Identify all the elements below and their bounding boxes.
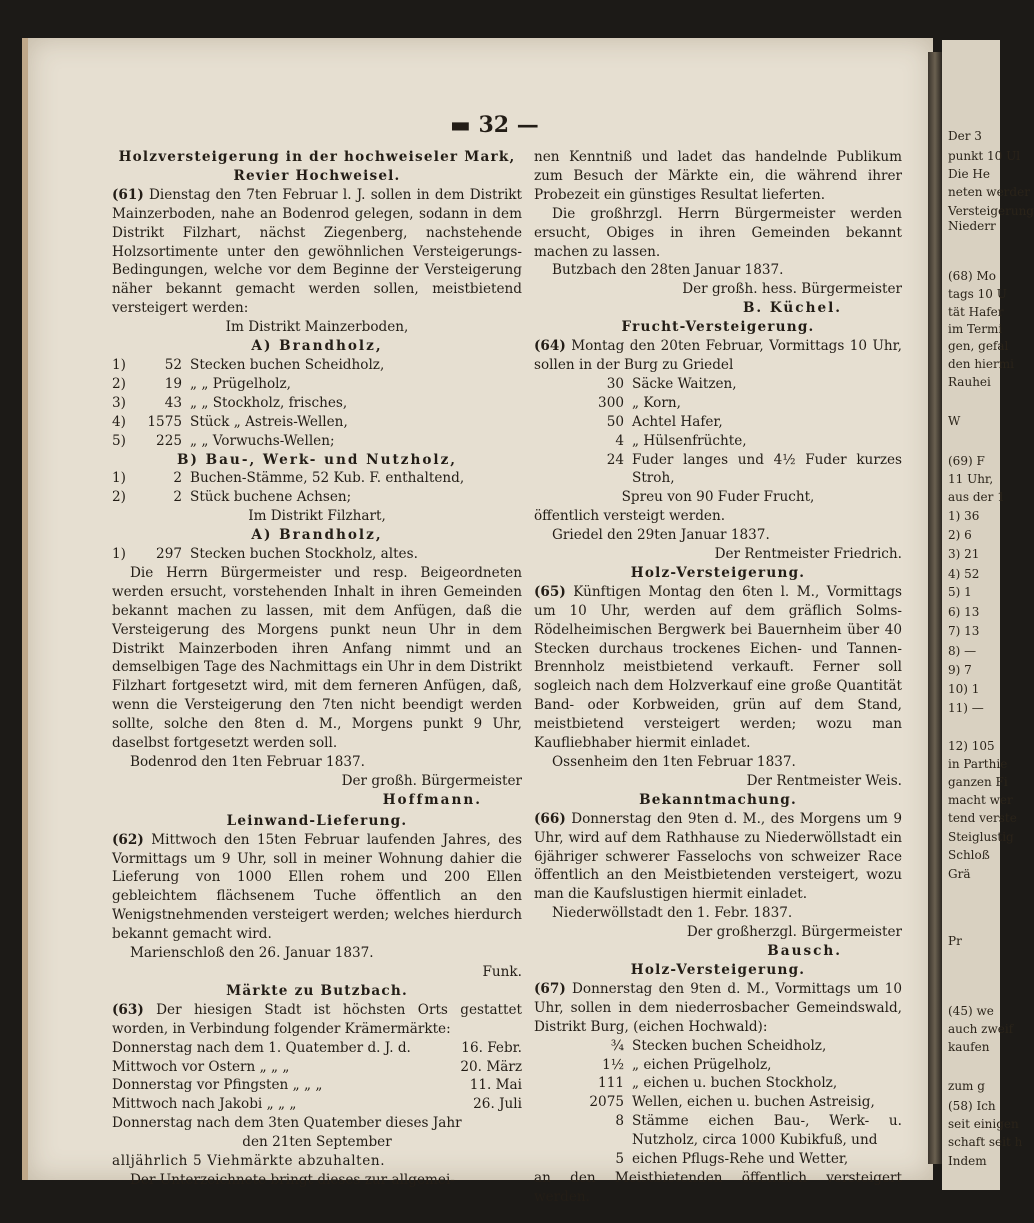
text-fragment: Indem [948, 1154, 987, 1168]
text-fragment: Grä [948, 867, 971, 881]
paragraph: (64) Montag den 20ten Februar, Vormittags 10 Uhr, sollen in der Burg zu Griedel [534, 338, 903, 373]
dateline: Butzbach den 28ten Januar 1837. [552, 262, 784, 279]
text-fragment: punkt 10 Ul [948, 149, 1021, 163]
paragraph: Die großhrzgl. Herrn Bürgermeister werden ersucht, Obiges in ihren Gemeinden bekannt machen zu lassen. [534, 205, 902, 260]
list-item: 2075 Wellen, eichen u. buchen Astreisig, [589, 1094, 875, 1111]
list-item: 30 Säcke Waitzen, [606, 375, 737, 392]
list-item: 1) 52 Stecken buchen Scheidholz, [112, 356, 385, 373]
heading: Holz-Versteigerung. [630, 564, 806, 581]
text-fragment: 11 Uhr, [948, 472, 994, 486]
subheading: Im Distrikt Filzhart, [248, 508, 386, 525]
text-fragment: 5) 1 [948, 585, 972, 599]
list-item: 1) 297 Stecken buchen Stockholz, altes. [112, 546, 418, 563]
text-fragment: Versteigerung [948, 204, 1034, 218]
list-item: 1) 2 Buchen-Stämme, 52 Kub. F. enthaltend, [112, 470, 465, 487]
market-list [112, 1039, 522, 1134]
text-fragment: seit einigen [948, 1117, 1019, 1131]
text-fragment: im Termi [948, 322, 1003, 336]
signature: Der großh. Bürgermeister [341, 772, 522, 789]
heading: Leinwand-Lieferung. [226, 812, 408, 829]
list-item: Donnerstag nach dem 3ten Quatember dieses Jahr [112, 1115, 462, 1132]
list-item: ¾ Stecken buchen Scheidholz, [610, 1037, 827, 1054]
list-item: 24 Fuder langes und 4½ Fuder kurzes Stroh, [606, 451, 902, 487]
heading: Frucht-Versteigerung. [621, 319, 815, 336]
text-fragment: 11) — [948, 701, 984, 715]
text-fragment: auch zweif [948, 1022, 1014, 1036]
text-fragment: 6) 13 [948, 605, 980, 619]
text-fragment: schaft seit h [948, 1135, 1023, 1149]
list-item: 4 „ Hülsenfrüchte, [615, 432, 747, 449]
text-fragment: Der 3 [948, 129, 982, 143]
heading: Bekanntmachung. [639, 791, 797, 808]
dateline: Ossenheim den 1ten Februar 1837. [552, 754, 796, 770]
list-item: 3) 43 „ „ Stockholz, frisches, [112, 394, 348, 411]
signature: Hoffmann. [382, 791, 482, 808]
list-item: Mittwoch vor Ostern „ „ „ 20. März [112, 1058, 522, 1075]
list-item: 1½ „ eichen Prügelholz, [602, 1056, 772, 1073]
heading: Holz-Versteigerung. [630, 961, 806, 978]
paragraph: (65) Künftigen Montag den 6ten l. M., Vormittags um 10 Uhr, werden auf dem gräflich Solms-Rödelheimischen Bergwerk bei Bauernheim über 40 Stecken durchaus trockenes Eichen- und Tannen-Brennholz meistbietend verkauft. Ferner soll sogleich nach dem Holzverkauf eine große Quantität Band- oder Korbweiden, grün auf dem Stand, meistbietend versteigert werden; wozu man Kaufliebhaber hiermit einladet. [534, 583, 902, 752]
left-column [112, 148, 522, 1190]
list-item: Donnerstag vor Pfingsten „ „ „ 11. Mai [112, 1077, 522, 1094]
paragraph: Der Unterzeichnete bringt dieses zur allgemei- [130, 1171, 455, 1188]
text-fragment: ganzen Fi [948, 775, 1008, 789]
paragraph: (63) Der hiesigen Stadt ist höchsten Orts gestattet worden, in Verbindung folgender Krämermärkte: [112, 1001, 522, 1037]
text-fragment: Niederr [948, 219, 996, 233]
subheading: A) Brandholz, [251, 527, 383, 544]
text-fragment: 4) 52 [948, 567, 980, 581]
list-item: 2) 2 Stück buchene Achsen; [112, 489, 352, 506]
text-fragment: 1) 36 [948, 509, 980, 523]
text-fragment: den hiermi [948, 357, 1014, 371]
text-fragment: (45) we [948, 1004, 994, 1018]
text-fragment: 10) 1 [948, 682, 980, 696]
signature: Der großherzgl. Bürgermeister [686, 924, 902, 941]
paragraph: den 21ten September [242, 1134, 392, 1151]
text-fragment: 9) 7 [948, 663, 972, 677]
signature: Der Rentmeister Friedrich. [714, 546, 902, 563]
book-gutter [928, 52, 942, 1164]
paragraph: nen Kenntniß und ladet das handelnde Publikum zum Besuch der Märkte ein, die während ihrer Probezeit ein günstiges Resultat lieferten. [534, 149, 902, 203]
subheading: A) Brandholz, [251, 338, 383, 355]
text-fragment: 12) 105 [948, 739, 995, 753]
text-fragment: neten werder [948, 185, 1030, 199]
signature: Der großh. hess. Bürgermeister [682, 281, 902, 298]
text-fragment: (58) Ich [948, 1099, 996, 1113]
signature: Funk. [482, 963, 522, 980]
text-fragment: (69) F [948, 454, 985, 468]
dateline: Bodenrod den 1ten Februar 1837. [130, 754, 365, 770]
list-item: 111 „ eichen u. buchen Stockholz, [598, 1075, 838, 1092]
paragraph: (66) Donnerstag den 9ten d. M., des Morgens um 9 Uhr, wird auf dem Rathhause zu Niederwöllstadt ein 6jähriger schwerer Fasselochs von schweizer Race öffentlich an den Meistbietenden versteigert, wozu man die Kaufslustigen hiermit einladet. [534, 810, 902, 903]
paragraph: alljährlich 5 Viehmärkte abzuhalten. [112, 1153, 386, 1170]
list-item: Donnerstag nach dem 1. Quatember d. J. d. 16. Febr. [112, 1039, 522, 1056]
dateline: Niederwöllstadt den 1. Febr. 1837. [552, 905, 793, 922]
text-fragment: gen, gefal [948, 339, 1009, 353]
subheading: Im Distrikt Mainzerboden, [225, 319, 409, 336]
text-fragment: (68) Mo [948, 269, 996, 283]
paragraph: (62) Mittwoch den 15ten Februar laufenden Jahres, des Vormittags um 9 Uhr, soll in meiner Wohnung dahier die Lieferung von 1000 Ellen rohem und 200 Ellen gebleichtem flächsenem Tuche öffentlich an den Wenigstnehmenden versteigert werden; welches hierdurch bekannt gemacht wird. [112, 831, 522, 943]
list-item: 8 Stämme eichen Bau-, Werk- u. Nutzholz, circa 1000 Kubikfuß, und [615, 1113, 902, 1149]
text-fragment: Die He [948, 167, 990, 181]
paragraph: Spreu von 90 Fuder Frucht, [621, 489, 815, 506]
signature: Der Rentmeister Weis. [746, 772, 902, 789]
text-fragment: tend verste [948, 811, 1017, 825]
signature: Bausch. [767, 943, 842, 960]
text-fragment: tags 10 U [948, 287, 1007, 301]
item-list [112, 469, 522, 507]
list-item: 300 „ Korn, [598, 394, 681, 411]
text-fragment: 7) 13 [948, 624, 980, 638]
next-page-fragment [942, 40, 1034, 1190]
item-list [534, 1037, 902, 1169]
list-item: 5 eichen Pflugs-Rehe und Wetter, [615, 1151, 849, 1168]
dateline: Marienschloß den 26. Januar 1837. [130, 945, 374, 962]
signature: B. Küchel. [742, 300, 842, 317]
text-fragment: in Parthie [948, 757, 1008, 771]
item-list [112, 356, 522, 451]
dateline: Griedel den 29ten Januar 1837. [552, 527, 770, 544]
list-item: 4) 1575 Stück „ Astreis-Wellen, [112, 413, 348, 430]
heading: Märkte zu Butzbach. [226, 982, 408, 999]
text-fragment: macht wer [948, 793, 1013, 807]
text-fragment: Pr [948, 934, 962, 948]
text-fragment: W [948, 414, 961, 428]
list-item: 50 Achtel Hafer, [606, 413, 723, 430]
text-fragment: 8) — [948, 644, 977, 658]
text-fragment: kaufen [948, 1040, 990, 1054]
heading: Holzversteigerung in der hochweiseler Mark, Revier Hochweisel. [118, 149, 516, 184]
text-fragment: Rauhei [948, 375, 991, 389]
page-number: ▬ 32 — [450, 112, 539, 138]
list-item: 2) 19 „ „ Prügelholz, [112, 375, 291, 392]
paragraph: an den Meistbietenden öffentlich versteigert werden. [534, 1169, 902, 1205]
list-item: 5) 225 „ „ Vorwuchs-Wellen; [112, 432, 335, 449]
text-fragment: 3) 21 [948, 547, 980, 561]
paragraph: (67) Donnerstag den 9ten d. M., Vormittags um 10 Uhr, sollen in dem niederrosbacher Gemeindswald, Distrikt Burg, (eichen Hochwald): [534, 980, 902, 1035]
paragraph: Die Herrn Bürgermeister und resp. Beigeordneten werden ersucht, vorstehenden Inhalt in ihren Gemeinden bekannt machen zu lassen, mit dem Anfügen, daß die Versteigerung des Morgens punkt neun Uhr in dem Distrikt Mainzerboden ihren Anfang nimmt und an demselbigen Tage des Nachmittags ein Uhr in dem Distrikt Filzhart fortgesetzt wird, mit dem ferneren Anfügen, daß, wenn die Versteigerung den 7ten nicht beendigt werden sollte, solche den 8ten d. M., Morgens punkt 9 Uhr, daselbst fortgesetzt werden soll. [112, 564, 522, 752]
text-fragment: 2) 6 [948, 528, 972, 542]
paragraph: (61) Dienstag den 7ten Februar l. J. sollen in dem Distrikt Mainzerboden, nahe an Bodenrod gelegen, sodann in dem Distrikt Filzhart, nächst Ziegenberg, nachstehende Holzsortimente unter den gewöhnlichen Versteigerungs-Bedingungen, welche vor dem Beginne der Versteigerung näher bekannt gemacht werden sollen, meistbietend versteigert werden: [112, 186, 522, 317]
text-fragment: Schloß [948, 848, 990, 862]
subheading: B) Bau-, Werk- und Nutzholz, [176, 451, 458, 468]
text-fragment: Steiglustig [948, 830, 1014, 844]
paragraph: öffentlich versteigt werden. [534, 508, 726, 525]
text-fragment: aus der 1 [948, 490, 1005, 504]
text-fragment: zum g [948, 1079, 985, 1093]
right-column [534, 148, 902, 1207]
list-item: Mittwoch nach Jakobi „ „ „ 26. Juli [112, 1096, 522, 1113]
item-list [534, 375, 902, 488]
text-fragment: tät Hafer [948, 305, 1004, 319]
